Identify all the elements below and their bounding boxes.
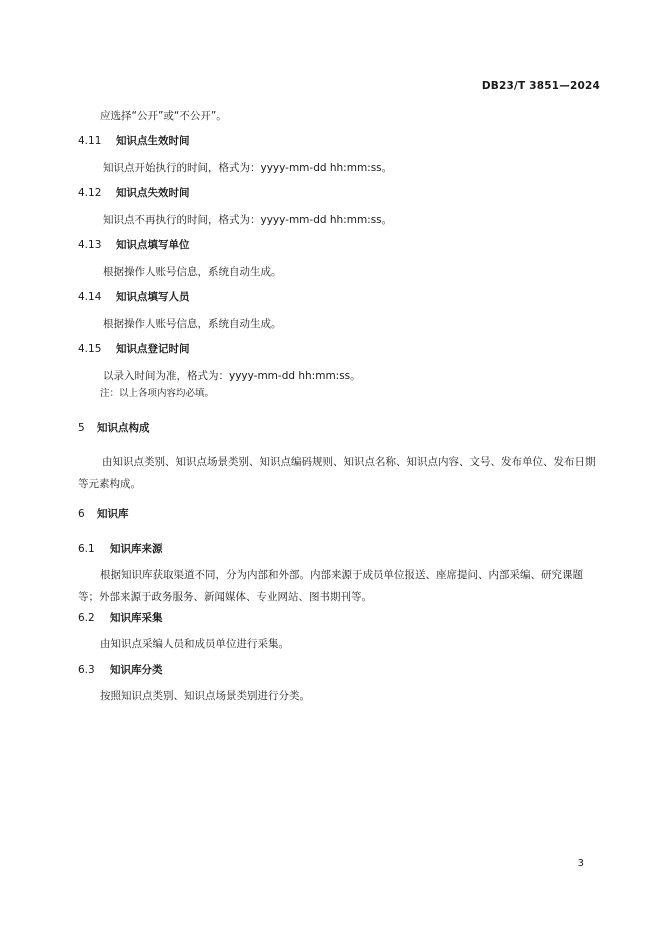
heading-4-12: [78, 185, 190, 200]
paragraph-6-3: 按照知识点类别、知识点场景类别进行分类。: [100, 690, 310, 702]
heading-5: [78, 420, 150, 435]
line-select-public: 应选择“公开”或“不公开”。: [100, 110, 227, 122]
heading-6: [78, 506, 129, 521]
section-number: 4.13: [78, 239, 102, 251]
section-title: 知识点失效时间: [116, 187, 190, 199]
paragraph-4-12: 知识点不再执行的时间，格式为：yyyy-mm-dd hh:mm:ss。: [103, 214, 393, 226]
section-number: 6.1: [78, 543, 95, 555]
heading-4-15: [78, 341, 190, 356]
heading-6-1: [78, 541, 163, 556]
page-number: 3: [577, 858, 584, 869]
section-number: 6.3: [78, 664, 95, 676]
section-number: 4.11: [78, 135, 102, 147]
section-title: 知识点生效时间: [116, 135, 190, 147]
section-number: 4.15: [78, 343, 102, 355]
section-title: 知识点构成: [97, 422, 150, 434]
paragraph-6-2: 由知识点采编人员和成员单位进行采集。: [100, 638, 289, 650]
section-title: 知识库分类: [110, 664, 163, 676]
paragraph-4-11: 知识点开始执行的时间，格式为：yyyy-mm-dd hh:mm:ss。: [103, 162, 393, 174]
heading-4-14: [78, 289, 190, 304]
section-number: 4.12: [78, 187, 102, 199]
note: 注：以上各项内容均必填。: [100, 388, 215, 399]
paragraph-4-13: 根据操作人账号信息，系统自动生成。: [103, 266, 282, 278]
section-number: 4.14: [78, 291, 102, 303]
section-title: 知识点登记时间: [116, 343, 190, 355]
paragraph-4-14: 根据操作人账号信息，系统自动生成。: [103, 318, 282, 330]
heading-4-13: [78, 237, 190, 252]
section-number: 5: [78, 422, 85, 434]
section-title: 知识库: [97, 508, 129, 520]
section-title: 知识点填写人员: [116, 291, 190, 303]
section-number: 6: [78, 508, 85, 520]
paragraph-4-15: 以录入时间为准，格式为：yyyy-mm-dd hh:mm:ss。: [103, 370, 361, 382]
heading-4-11: [78, 133, 190, 148]
section-title: 知识库采集: [110, 612, 163, 624]
heading-6-3: [78, 662, 163, 677]
paragraph-5: 由知识点类别、知识点场景类别、知识点编码规则、知识点名称、知识点内容、文号、发布单位、发布日期等元素构成。: [78, 456, 596, 490]
section-title: 知识点填写单位: [116, 239, 190, 251]
heading-6-2: [78, 610, 163, 625]
paragraph-6-1: 根据知识库获取渠道不同，分为内部和外部。内部来源于成员单位报送、座席提问、内部采编、研究课题等；外部来源于政务服务、新闻媒体、专业网站、图书期刊等。: [78, 569, 583, 603]
section-number: 6.2: [78, 612, 95, 624]
section-title: 知识库来源: [110, 543, 163, 555]
document-code: DB23/T 3851—2024: [481, 80, 600, 92]
